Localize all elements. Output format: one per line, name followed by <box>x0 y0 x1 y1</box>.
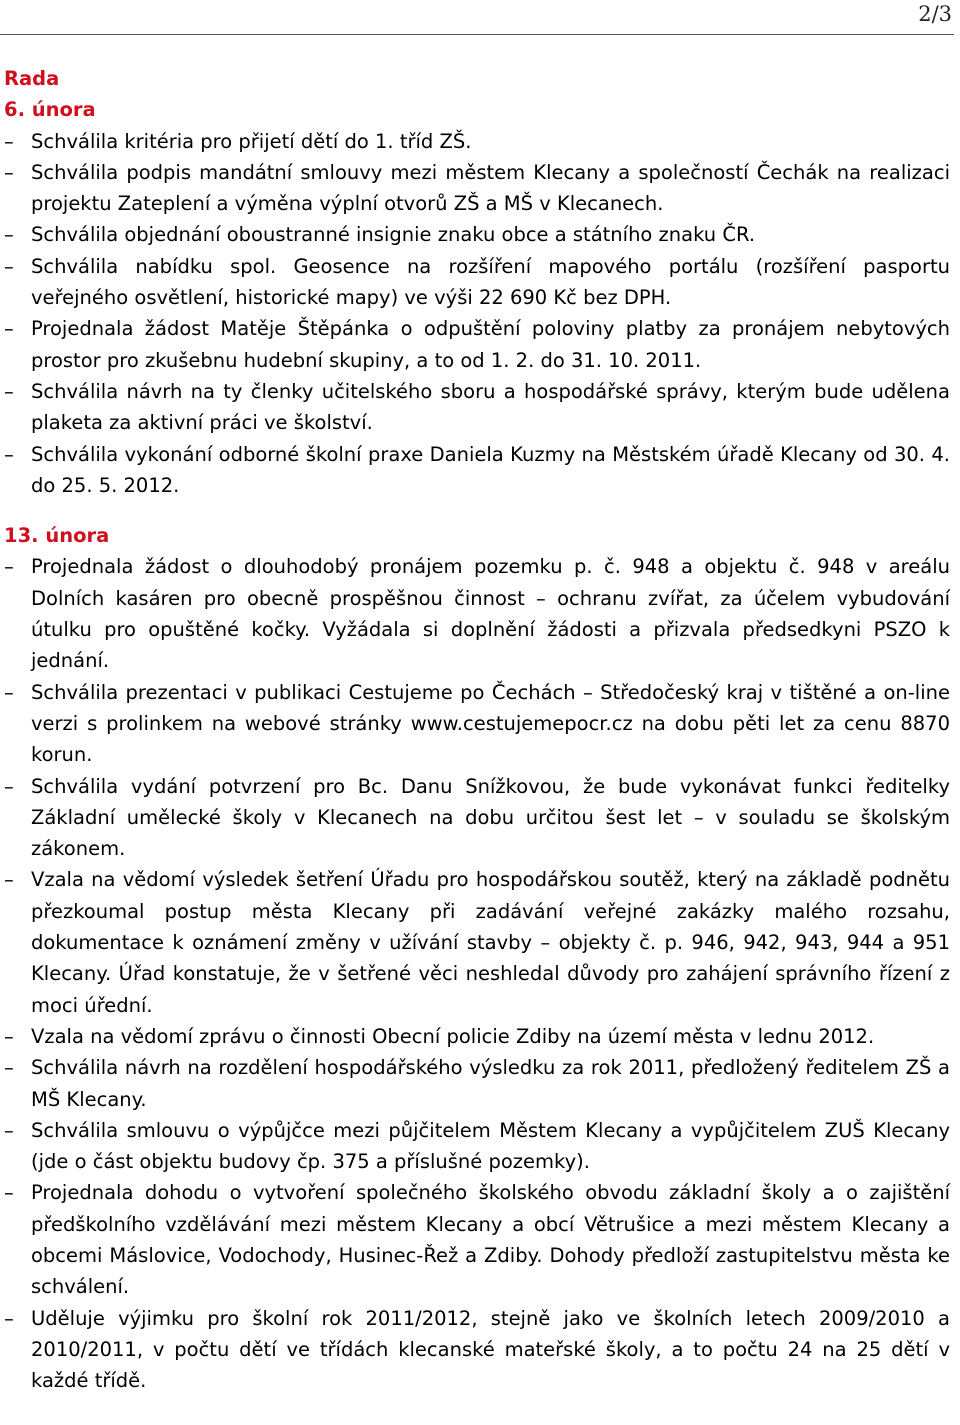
meeting-section <box>4 94 950 501</box>
list-item: – Uděluje výjimku pro školní rok 2011/2012, stejně jako ve školních letech 2009/2010 a 2010/2011, v počtu dětí ve třídách klecanské mateřské školy, a to počtu 24 na 25 dětí v každé třídě. <box>4 1303 950 1397</box>
list-item: – Schválila smlouvu o výpůjčce mezi půjčitelem Městem Klecany a vypůjčitelem ZUŠ Klecany (jde o část objektu budovy čp. 375 a příslušné pozemky). <box>4 1115 950 1178</box>
list-item: – Schválila objednání oboustranné insignie znaku obce a státního znaku ČR. <box>4 219 950 250</box>
list-item: – Schválila nabídku spol. Geosence na rozšíření mapového portálu (rozšíření pasportu veřejného osvětlení, historické mapy) ve výši 22 690 Kč bez DPH. <box>4 251 950 314</box>
meeting-section <box>4 520 950 1396</box>
list-item: – Schválila návrh na rozdělení hospodářského výsledku za rok 2011, předložený ředitelem ZŠ a MŠ Klecany. <box>4 1052 950 1115</box>
list-item: – Vzala na vědomí zprávu o činnosti Obecní policie Zdiby na území města v lednu 2012. <box>4 1021 950 1052</box>
list-item: – Schválila podpis mandátní smlouvy mezi městem Klecany a společností Čechák na realizaci projektu Zateplení a výměna výplní otvorů ZŠ a MŠ v Klecanech. <box>4 157 950 220</box>
resolution-list <box>4 551 950 1396</box>
document-body <box>4 63 950 1415</box>
resolution-list <box>4 126 950 502</box>
list-item: – Projednala žádost Matěje Štěpánka o odpuštění poloviny platby za pronájem nebytových prostor pro zkušebnu hudební skupiny, a to od 1. 2. do 31. 10. 2011. <box>4 313 950 376</box>
list-item: – Schválila vykonání odborné školní praxe Daniela Kuzmy na Městském úřadě Klecany od 30. 4. do 25. 5. 2012. <box>4 439 950 502</box>
header-divider <box>0 34 954 35</box>
list-item: – Vzala na vědomí výsledek šetření Úřadu pro hospodářskou soutěž, který na základě podnětu přezkoumal postup města Klecany při zadávání veřejné zakázky malého rozsahu, dokumentace k oznámení změny v užívání stavby – objekty č. p. 946, 942, 943, 944 a 951 Klecany. Úřad konstatuje, že v šetřené věci neshledal důvody pro zahájení správního řízení z moci úřední. <box>4 864 950 1020</box>
list-item: – Schválila vydání potvrzení pro Bc. Danu Snížkovou, že bude vykonávat funkci ředitelky Základní umělecké školy v Klecanech na dobu určitou šest let – v souladu se školským zákonem. <box>4 771 950 865</box>
list-item: – Projednala žádost o dlouhodobý pronájem pozemku p. č. 948 a objektu č. 948 v areálu Dolních kasáren pro obecně prospěšnou činnost – ochranu zvířat, za účelem vybudování útulku pro opuštěné kočky. Vyžádala si doplnění žádosti a přizvala předsedkyni PSZO k jednání. <box>4 551 950 676</box>
meeting-date: 13. února <box>4 524 110 548</box>
list-item: – Schválila kritéria pro přijetí dětí do 1. tříd ZŠ. <box>4 126 950 157</box>
list-item: – Schválila návrh na ty členky učitelského sboru a hospodářské správy, kterým bude udělena plaketa za aktivní práci ve školství. <box>4 376 950 439</box>
list-item: – Projednala dohodu o vytvoření společného školského obvodu základní školy a o zajištění předškolního vzdělávání mezi městem Klecany a obcí Větrušice a mezi městem Klecany a obcemi Máslovice, Vodochody, Husinec-Řež a Zdiby. Dohody předloží zastupitelstvu města ke schválení. <box>4 1177 950 1302</box>
meeting-date: 6. února <box>4 98 96 122</box>
list-item: – Schválila prezentaci v publikaci Cestujeme po Čechách – Středočeský kraj v tištěné a on-line verzi s prolinkem na webové stránky www.cestujemepocr.cz na dobu pěti let za cenu 8870 korun. <box>4 677 950 771</box>
page-number: 2/3 <box>918 2 952 26</box>
section-title: Rada <box>4 67 60 90</box>
